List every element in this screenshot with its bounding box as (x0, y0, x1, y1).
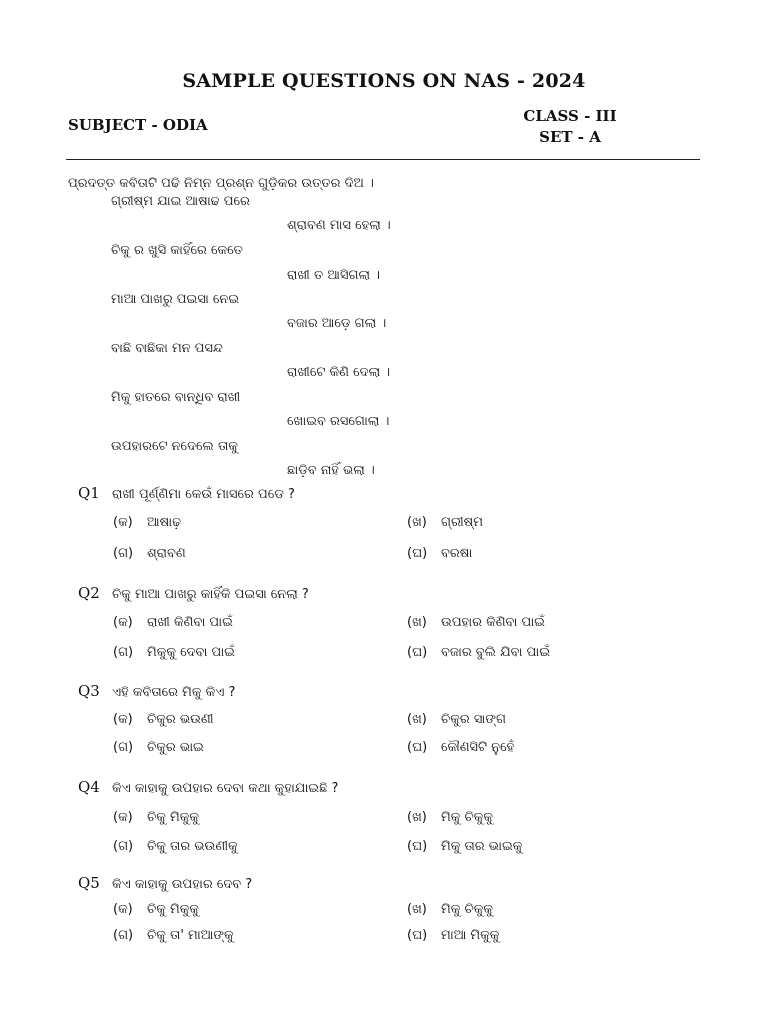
option-mark: (ଖ) (407, 810, 427, 825)
poem-line: ଛାଡ଼ିବ ନାହିଁ ଭଲା । (287, 463, 375, 478)
option-gha[interactable] (407, 928, 499, 943)
option-mark: (କ) (113, 902, 133, 917)
question-text: କିଏ କାହାକୁ ଉପହାର ଦେବ ? (112, 877, 253, 892)
option-mark: (କ) (113, 515, 133, 530)
option-ka[interactable] (113, 902, 199, 917)
option-text: ଚିକୁ ତାର ଭଉଣୀକୁ (147, 839, 238, 854)
option-mark: (ଗ) (113, 928, 134, 943)
option-mark: (ଗ) (113, 839, 134, 854)
option-mark: (କ) (113, 615, 133, 630)
option-text: ବରଷା (441, 546, 473, 561)
class-set-block (520, 106, 620, 148)
option-mark: (ଘ) (407, 546, 428, 561)
option-ga[interactable] (113, 546, 186, 561)
question-text: ଏହି କବିତାରେ ମିକୁ କିଏ ? (112, 685, 236, 700)
option-text: ଚିକୁର ଭଉଣୀ (147, 712, 214, 727)
option-kha[interactable] (407, 615, 545, 630)
poem-line: ଉପହାରଟେ ନଦେଲେ ତାକୁ (111, 439, 238, 454)
option-kha[interactable] (407, 712, 506, 727)
option-text: ଶ୍ରାବଣ (147, 546, 186, 561)
poem-line: ଚିକୁ ର ଖୁସି କାହିଁରେ କେତେ (111, 243, 243, 258)
option-text: ମିକୁକୁ ଦେବା ପାଇଁ (147, 645, 235, 660)
poem-line: ଖୋଇବ ରସଗୋଲା । (287, 414, 390, 429)
option-mark: (ଖ) (407, 902, 427, 917)
question-number: Q2 (78, 584, 100, 602)
option-mark: (କ) (113, 810, 133, 825)
option-text: ଚିକୁର ସାଙ୍ଗ (441, 712, 507, 727)
option-gha[interactable] (407, 645, 550, 660)
option-ga[interactable] (113, 740, 204, 755)
poem-line: ଗ୍ରୀଷ୍ମ ଯାଇ ଆଷାଢ ପରେ (111, 194, 250, 209)
option-text: ଚିକୁ ମିକୁକୁ (147, 810, 199, 825)
option-text: ଗ୍ରୀଷ୍ମ (441, 515, 483, 530)
question-stem (78, 874, 252, 893)
class-label: CLASS - III (523, 107, 617, 125)
poem-line: ବାଛି ବାଛିକା ମନ ପସନ୍ଦ (111, 341, 223, 356)
option-mark: (ଘ) (407, 645, 428, 660)
option-mark: (ଖ) (407, 515, 427, 530)
option-ka[interactable] (113, 712, 214, 727)
option-text: ମିକୁ ଚିକୁକୁ (441, 810, 493, 825)
option-text: ଚିକୁର ଭାଇ (147, 740, 204, 755)
option-text: ଉପହାର କିଣିବା ପାଇଁ (441, 615, 545, 630)
poem-line: ଶ୍ରାବଣ ମାସ ହେଲା । (287, 218, 391, 233)
poem-line: ମିକୁ ହାତରେ ବାନ୍ଧିବ ରାଖୀ (111, 390, 241, 405)
question-stem (78, 584, 309, 603)
question-number: Q5 (78, 874, 100, 892)
option-text: ରାଖୀ କିଣିବା ପାଇଁ (147, 615, 233, 630)
option-text: କୌଣସିଟି ନୁହେଁ (441, 740, 515, 755)
option-text: ମିକୁ ଚିକୁକୁ (441, 902, 493, 917)
option-mark: (ଗ) (113, 740, 134, 755)
set-label: SET - A (539, 128, 601, 146)
header-divider (66, 159, 700, 160)
question-text: କିଏ କାହାକୁ ଉପହାର ଦେବା କଥା କୁହାଯାଇଛି ? (112, 781, 339, 796)
option-mark: (ଘ) (407, 740, 428, 755)
option-ka[interactable] (113, 810, 199, 825)
question-text: ଚିକୁ ମାଆ ପାଖରୁ କାହିଁକି ପଇସା ନେଲା ? (112, 587, 309, 602)
question-stem (78, 484, 295, 503)
option-text: ଆଷାଢ଼ (147, 515, 182, 530)
option-ka[interactable] (113, 615, 233, 630)
option-kha[interactable] (407, 902, 493, 917)
option-ga[interactable] (113, 839, 238, 854)
question-number: Q4 (78, 778, 100, 796)
instruction-text: ପ୍ରଦତ୍ତ କବିତାଟି ପଢି ନିମ୍ନ ପ୍ରଶ୍ନ ଗୁଡ଼ିକର ଉତ୍ତର ଦିଅ । (68, 176, 374, 191)
option-ga[interactable] (113, 645, 235, 660)
option-gha[interactable] (407, 740, 514, 755)
option-mark: (ଗ) (113, 645, 134, 660)
option-text: ମାଆ ମିକୁକୁ (441, 928, 500, 943)
poem-line: ରାଖୀଟେ କିଣି ଦେଲା । (287, 365, 391, 380)
option-mark: (କ) (113, 712, 133, 727)
option-mark: (ଖ) (407, 712, 427, 727)
option-text: ଚିକୁ ମିକୁକୁ (147, 902, 199, 917)
option-mark: (ଘ) (407, 839, 428, 854)
poem-line: ମାଆ ପାଖରୁ ପଇସା ନେଇ (111, 292, 240, 307)
page-title: SAMPLE QUESTIONS ON NAS - 2024 (182, 70, 586, 92)
option-kha[interactable] (407, 515, 483, 530)
option-ga[interactable] (113, 928, 234, 943)
option-gha[interactable] (407, 546, 472, 561)
question-stem (78, 682, 235, 701)
option-ka[interactable] (113, 515, 181, 530)
option-kha[interactable] (407, 810, 493, 825)
option-text: ମିକୁ ତାର ଭାଇକୁ (441, 839, 523, 854)
option-gha[interactable] (407, 839, 522, 854)
subject-label: SUBJECT - ODIA (68, 116, 208, 134)
poem-line: ବଜାର ଆଡ଼େ ଗଲା । (287, 316, 387, 331)
option-text: ବଜାର ବୁଲି ଯିବା ପାଇଁ (441, 645, 551, 660)
option-mark: (ଘ) (407, 928, 428, 943)
question-text: ରାଖୀ ପୂର୍ଣ୍ଣିମା କେଉଁ ମାସରେ ପଡେ ? (112, 487, 295, 502)
option-mark: (ଖ) (407, 615, 427, 630)
option-text: ଚିକୁ ତା' ମାଆଙ୍କୁ (147, 928, 234, 943)
poem-line: ରାଖୀ ତ ଆସିଗଲା । (287, 268, 380, 283)
question-stem (78, 778, 338, 797)
question-number: Q1 (78, 484, 100, 502)
question-number: Q3 (78, 682, 100, 700)
option-mark: (ଗ) (113, 546, 134, 561)
